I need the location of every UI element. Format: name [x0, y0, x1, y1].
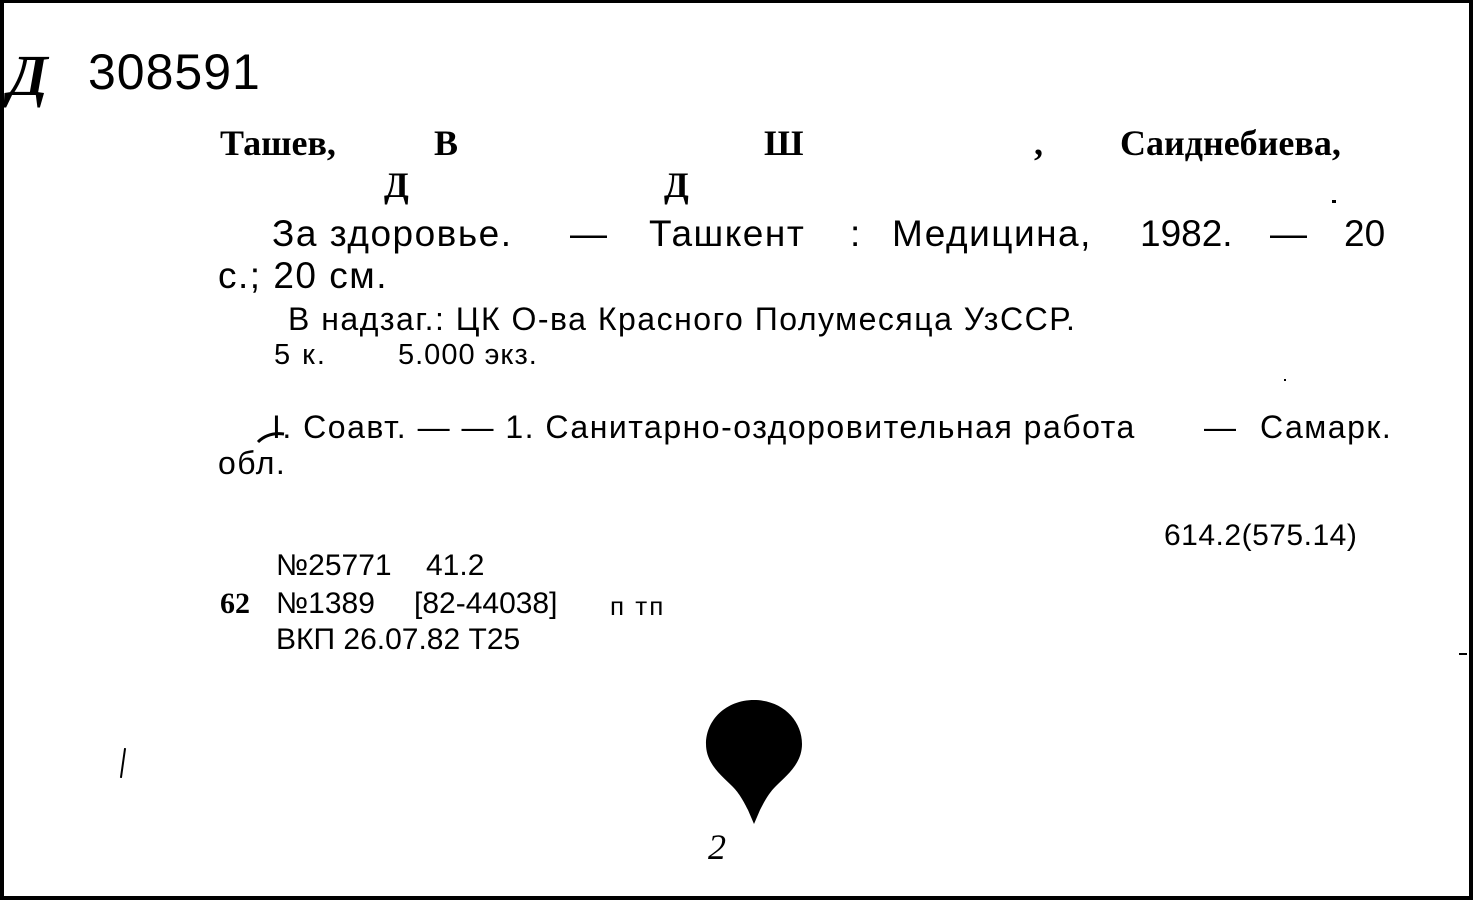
subject-headings: I. Соавт. — — 1. Санитарно-оздоровительная работа	[272, 409, 1136, 445]
series-note: В надзаг.: ЦК О-ва Красного Полумесяца УзССР.	[288, 301, 1077, 337]
udc-code: 614.2(575.14)	[1164, 519, 1358, 552]
shelf-prefix: 62	[220, 587, 250, 620]
scan-speck	[1459, 653, 1467, 655]
author-2: Саиднебиева,	[1120, 123, 1341, 163]
price: 5 к.	[274, 339, 327, 371]
page-count: 20	[1344, 213, 1386, 254]
heading-comma: ,	[1034, 123, 1043, 163]
author-1-initial-2: Ш	[764, 123, 804, 163]
print-run: 5.000 экз.	[398, 339, 538, 371]
type-tags: п тп	[610, 591, 666, 621]
publication-year: 1982.	[1140, 213, 1233, 254]
subject-region: Самарк.	[1260, 409, 1393, 445]
card-number: 308591	[88, 44, 261, 100]
author-2-initial-1: Д	[384, 165, 409, 205]
shelf-number: №1389	[276, 587, 375, 620]
title-text: За здоровье.	[272, 213, 513, 254]
publisher-name: Медицина,	[892, 213, 1092, 254]
author-1: Ташев,	[220, 123, 336, 163]
handwritten-number: 2	[708, 827, 726, 867]
title-dash-1: —	[570, 213, 607, 254]
scan-speck	[120, 748, 126, 778]
physical-description: с.; 20 см.	[218, 255, 388, 296]
card-prefix-letter: Д	[8, 43, 48, 108]
handwritten-mark-icon	[254, 428, 294, 448]
title-dash-2: —	[1270, 213, 1307, 254]
vkp-line: ВКП 26.07.82 Т25	[276, 623, 521, 656]
record-number: №25771	[276, 549, 392, 582]
subject-dash: —	[1204, 409, 1236, 445]
publisher-city: Ташкент	[649, 213, 806, 254]
punch-hole-icon	[704, 698, 804, 828]
scan-speck	[1332, 200, 1336, 203]
record-code: 41.2	[426, 549, 485, 582]
subject-region-cont: обл.	[218, 445, 287, 481]
title-colon: :	[850, 213, 861, 254]
scan-speck	[1284, 379, 1286, 381]
author-2-initial-2: Д	[664, 165, 689, 205]
author-1-initial-1: В	[434, 123, 459, 163]
order-code: [82-44038]	[414, 587, 558, 620]
